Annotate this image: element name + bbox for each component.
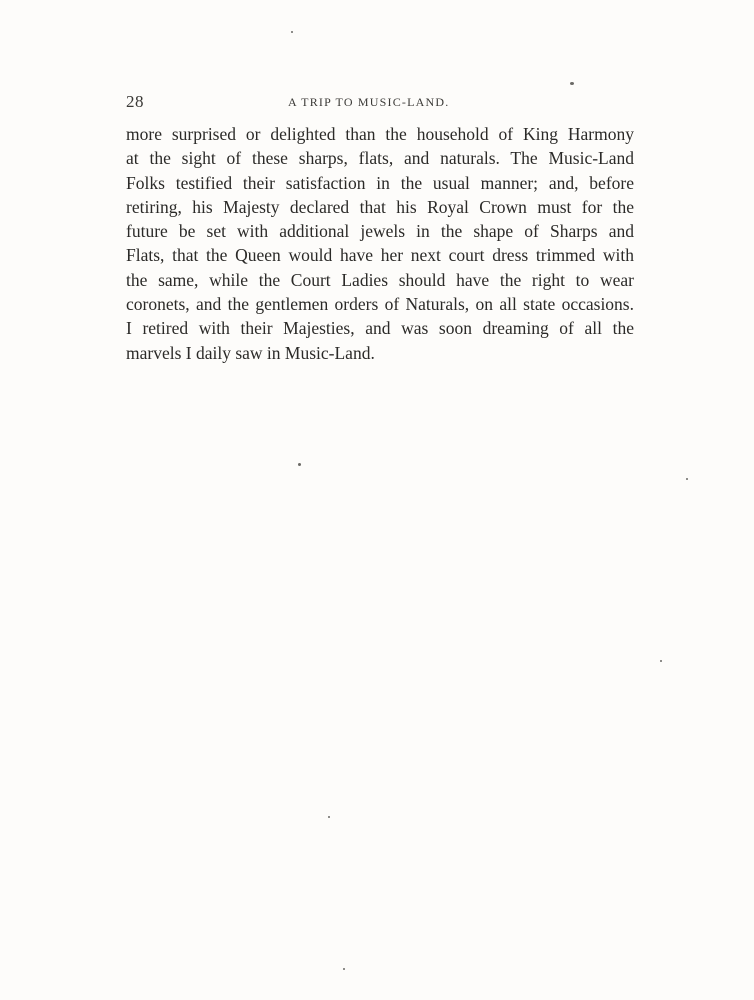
page-number: 28: [126, 92, 144, 111]
running-title: A TRIP TO MUSIC-LAND.: [288, 95, 450, 109]
body-paragraph: [126, 122, 634, 365]
paper-speck: [686, 478, 688, 480]
paper-speck: [291, 31, 293, 33]
text-line: at the sight of these sharps, flats, and naturals. The Music-Land: [126, 148, 634, 169]
text-line: Flats, that the Queen would have her next court dress trimmed with: [126, 245, 634, 266]
text-line: more surprised or delighted than the household of King Harmony: [126, 124, 634, 144]
paper-speck: [570, 82, 574, 85]
paper-speck: [328, 816, 330, 818]
text-line: coronets, and the gentlemen orders of Naturals, on all state occasions.: [126, 294, 634, 315]
text-line: the same, while the Court Ladies should have the right to wear: [126, 269, 634, 290]
paper-speck: [343, 968, 345, 970]
text-line: I retired with their Majesties, and was soon dreaming of all the: [126, 318, 634, 339]
paper-speck: [660, 660, 662, 662]
text-line: future be set with additional jewels in the shape of Sharps and: [126, 221, 634, 242]
text-line: retiring, his Majesty declared that his Royal Crown must for the: [126, 196, 634, 217]
text-line: Folks testified their satisfaction in the usual manner; and, before: [126, 172, 634, 193]
paper-speck: [298, 463, 301, 466]
running-head: [126, 92, 636, 112]
text-line: marvels I daily saw in Music-Land.: [126, 342, 375, 363]
